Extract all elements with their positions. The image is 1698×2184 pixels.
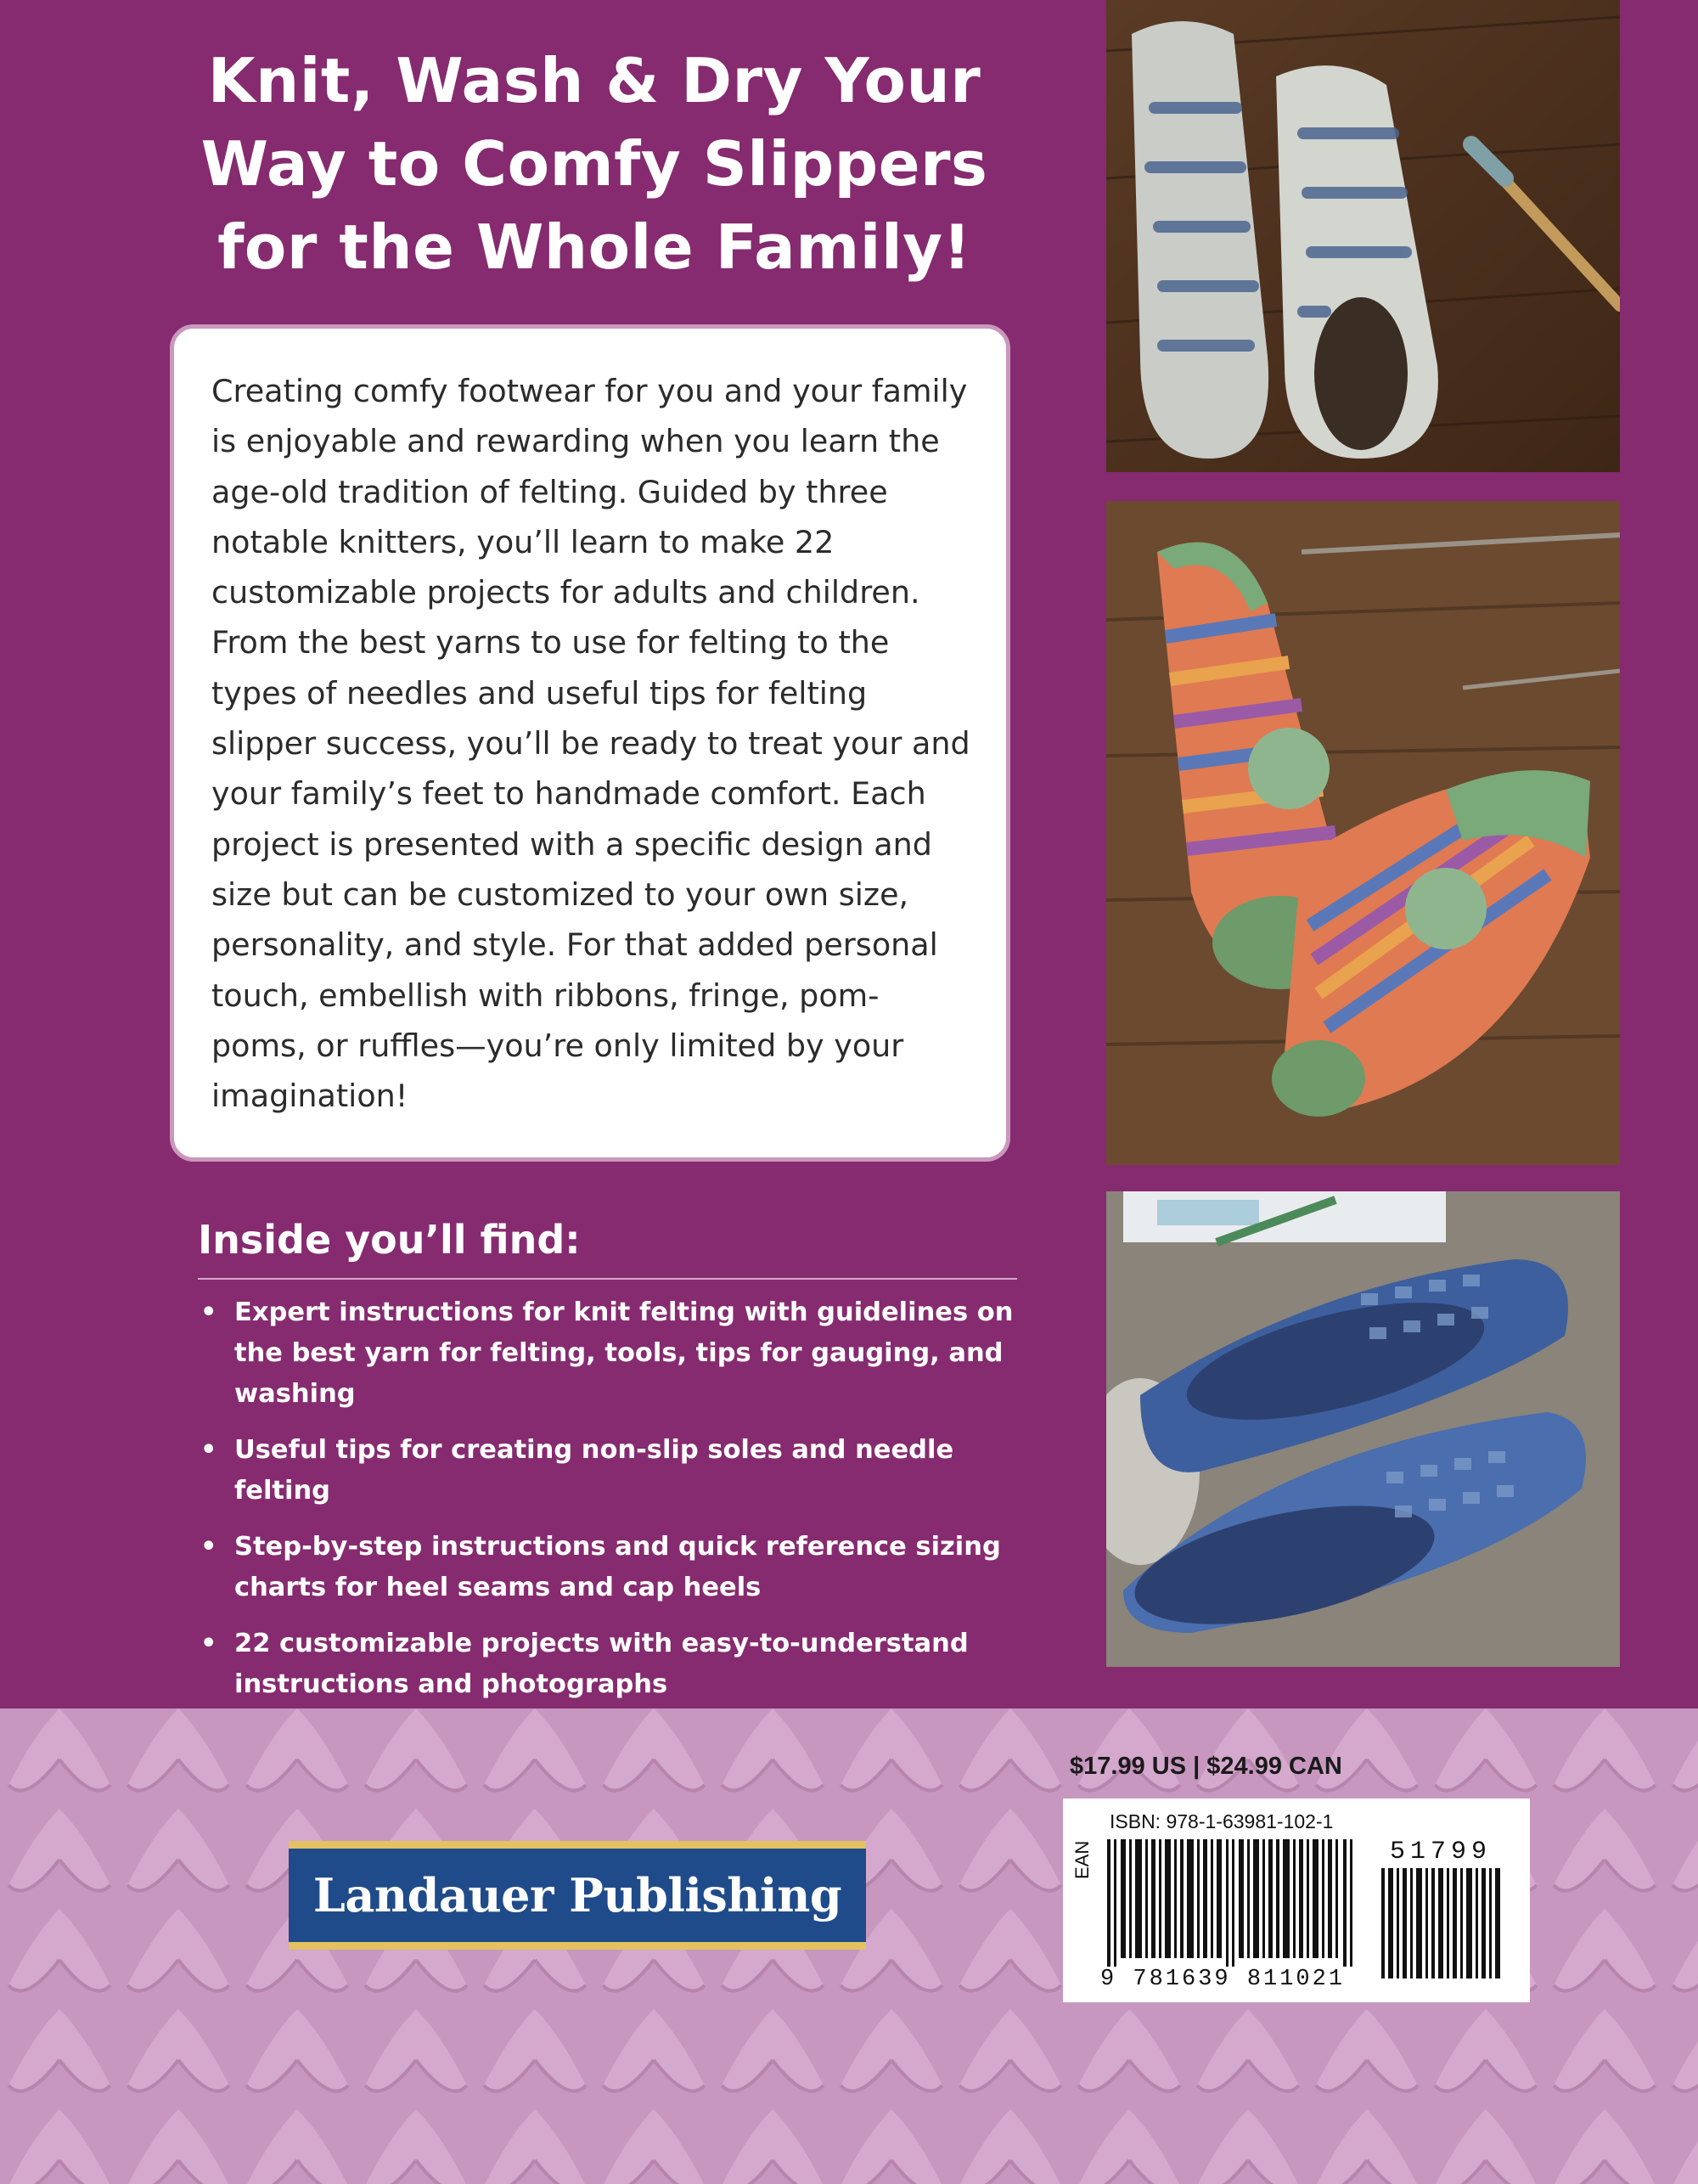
inside-title: Inside you’ll find: [198, 1217, 581, 1263]
publisher-name: Landauer Publishing [312, 1868, 842, 1922]
feature-item [195, 1292, 1019, 1415]
feature-text: Step-by-step instructions and quick reference sizing charts for heel seams and cap heels [234, 1532, 1001, 1602]
feature-list [195, 1292, 1019, 1705]
feature-item [195, 1624, 1019, 1705]
publisher-logo [289, 1841, 866, 1950]
feature-item [195, 1527, 1019, 1608]
feature-item [195, 1430, 1019, 1511]
barcode-bars [1107, 1839, 1362, 1967]
headline-line-3: for the Whole Family! [217, 211, 971, 283]
description-box [170, 324, 1010, 1162]
feature-text: Useful tips for creating non-slip soles and needle felting [234, 1435, 954, 1506]
bullet-icon: • [200, 1297, 217, 1327]
bullet-icon: • [200, 1532, 217, 1562]
headline-line-1: Knit, Wash & Dry Your [207, 45, 981, 116]
feature-text: Expert instructions for knit felting with guidelines on the best yarn for felting, tools, tips for gauging, and washing [234, 1297, 1014, 1409]
barcode-box [1063, 1798, 1530, 2002]
photo-blue-slippers [1106, 1191, 1620, 1667]
ean-label: EAN [1071, 1840, 1093, 1879]
photo-gray-slippers [1106, 0, 1620, 472]
bullet-icon: • [200, 1435, 217, 1465]
feature-text: 22 customizable projects with easy-to-understand instructions and photographs [234, 1629, 969, 1699]
divider [198, 1278, 1017, 1280]
headline-line-2: Way to Comfy Slippers [200, 128, 988, 200]
bullet-icon: • [200, 1629, 217, 1658]
price-code: 51799 [1390, 1838, 1493, 1866]
headline [170, 39, 1019, 289]
isbn-text: ISBN: 978-1-63981-102-1 [1110, 1810, 1334, 1832]
description-text: Creating comfy footwear for you and your family is enjoyable and rewarding when you learn the age-old tradition of felting. Guided by three notable knitters, you’ll learn to make 22 customizable projects for adults and children. From the best yarns to use for felting to the types of needles and useful tips for felting slipper success, you’ll be ready to treat your and your family’s feet to handmade comfort. Each project is presented with a specific design and size but can be customized to your own size, personality, and style. For that added personal touch, embellish with ribbons, fringe, pom-poms, or ruffles—you’re only limited by your imagination! [211, 373, 970, 1115]
barcode-number: 9 781639 811021 [1100, 1967, 1346, 1992]
photo-rainbow-slippers [1106, 501, 1620, 1165]
price-text: $17.99 US | $24.99 CAN [1070, 1753, 1342, 1780]
price-barcode-bars [1381, 1868, 1504, 1979]
